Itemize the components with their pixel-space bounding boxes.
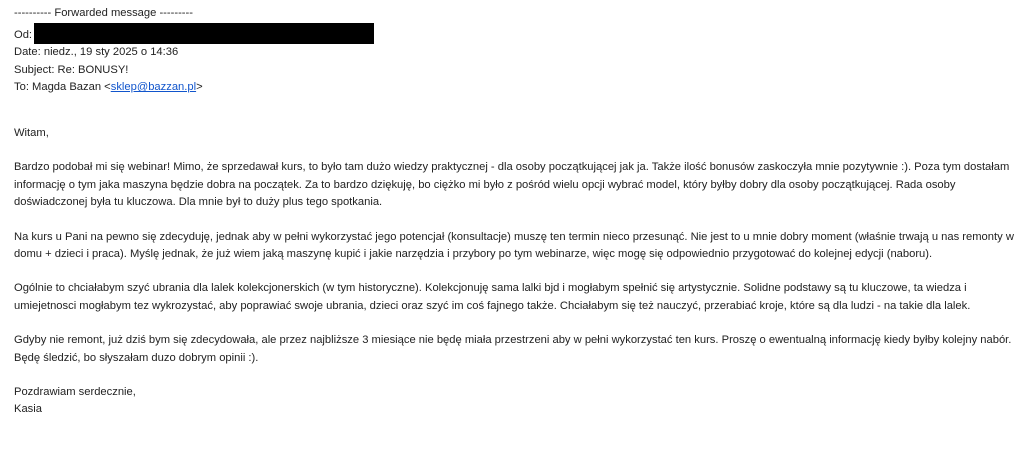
recipient-email-link[interactable]: sklep@bazzan.pl [110,81,197,94]
closing: Pozdrawiam serdecznie, [14,386,136,399]
signature: Kasia [14,403,42,416]
subject-line: Subject: Re: BONUSY! [14,63,129,76]
paragraph-4: Gdyby nie remont, już dziś bym się zdecydowała, ale przez najbliższe 3 miesiące nie będę miała przestrzeni aby w pełni wykorzystać ten kurs. Proszę o ewentualną informację kiedy byłby kolejny nabór. Będę śledzić, bo słyszałam duzo dobrym opinii :). [14,334,1012,364]
paragraph-2: Na kurs u Pani na pewno się zdecyduję, jednak aby w pełni wykorzystać jego potencjał (konsultacje) muszę ten termin nieco przesunąć. Nie jest to u mnie dobry moment (właśnie trwają u nas remonty w domu + dzieci i praca). Myślę jednak, że już wiem jaką maszynę kupić i jakie narzędzia i przybory po tym webinarze, więc mogę się odpowiednio przygotować do kolejnej edycji (naboru). [14,230,1014,260]
forwarded-header [14,5,1019,97]
to-prefix: To: Magda Bazan < [14,81,111,94]
forward-separator: ---------- Forwarded message --------- [14,7,193,19]
from-label: Od: [14,28,33,41]
paragraph-1: Bardzo podobał mi się webinar! Mimo, że sprzedawał kurs, to było tam dużo wiedzy praktycznej - dla osoby początkującej jak ja. Także ilość bonusów zaskoczyła mnie pozytywnie :). Poza tym dostałam informację o tym jaka maszyna będzie dobra na początek. Za to bardzo dziękuję, bo ciężko mi było z pośród wielu opcji wybrać model, który byłby dobry dla osoby początkującej. Rada osoby doświadczonej była tu kluczowa. Dla mnie był to duży plus tego spotkania. [14,161,1010,209]
date-line: Date: niedz., 19 sty 2025 o 14:36 [14,46,179,59]
message-body [14,125,1019,419]
to-line [14,79,1019,97]
redacted-sender [34,23,374,44]
to-suffix: > [196,81,203,94]
paragraph-3: Ogólnie to chciałabym szyć ubrania dla lalek kolekcjonerskich (w tym historyczne). Kolekcjonuję sama lalki bjd i mogłabym spełnić się artystycznie. Solidne podstawy są tu kluczowe, ta wiedza i umiejetnosci mogłabym tez wykrozystać, aby poprawiać swoje ubrania, dzieci oraz szyć im coś fajnego także. Chciałabym się też nauczyć, przerabiać kroje, które są dla ludzi - na takie dla lalek. [14,282,971,312]
greeting: Witam, [14,126,49,139]
from-line [14,23,1019,45]
signoff [14,384,1019,419]
